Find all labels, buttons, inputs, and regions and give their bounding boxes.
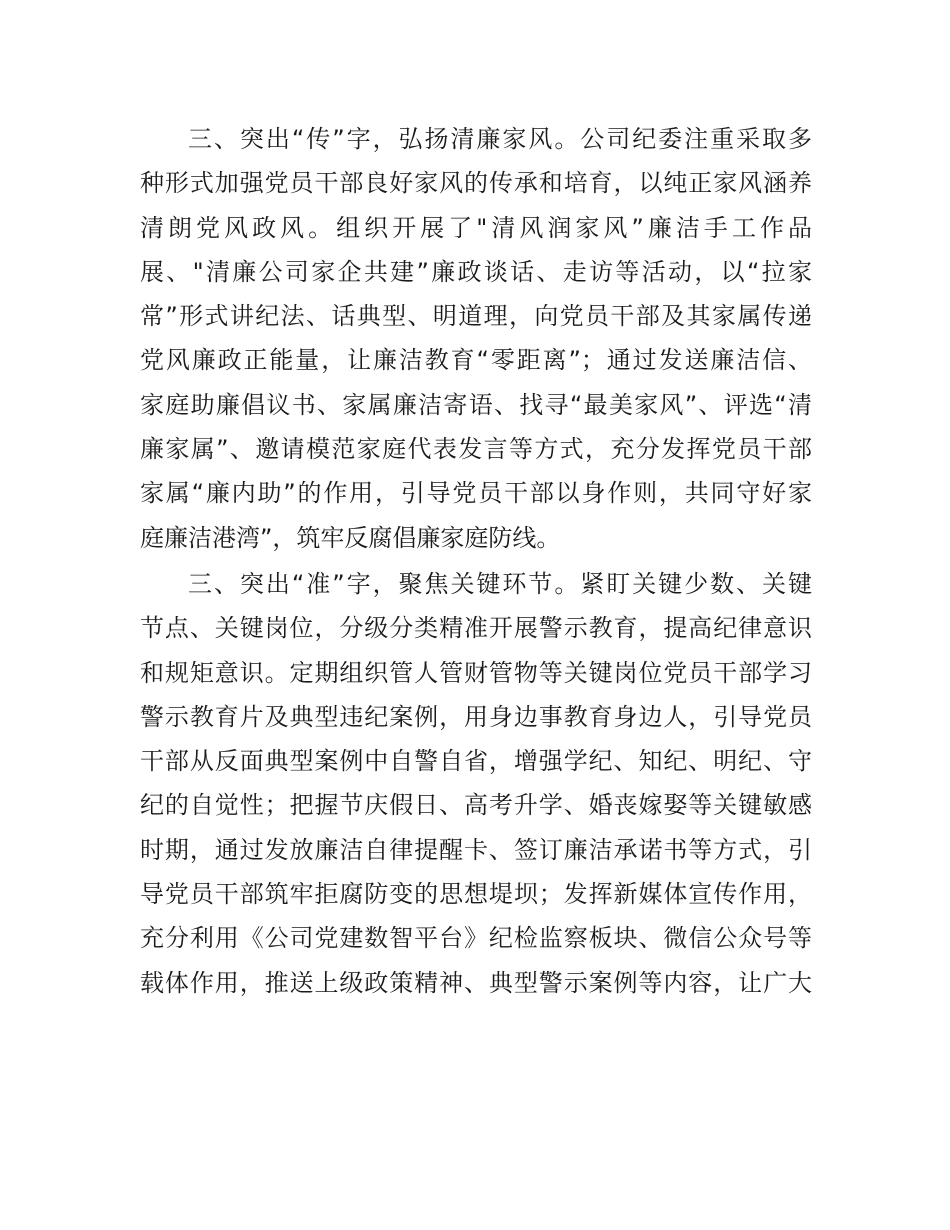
paragraph-line: 载体作用，推送上级政策精神、典型警示案例等内容，让广大 [140, 968, 812, 997]
paragraph-line: 常”形式讲纪法、话典型、明道理，向党员干部及其家属传递 [140, 302, 812, 331]
paragraph-line: 党风廉政正能量，让廉洁教育“零距离”；通过发送廉洁信、 [140, 346, 812, 375]
paragraph-line: 家属“廉内助”的作用，引导党员干部以身作则，共同守好家 [140, 479, 812, 508]
paragraph-line: 充分利用《公司党建数智平台》纪检监察板块、微信公众号等 [140, 924, 812, 953]
paragraph-line: 纪的自觉性；把握节庆假日、高考升学、婚丧嫁娶等关键敏感 [140, 791, 812, 820]
paragraph-line: 节点、关键岗位，分级分类精准开展警示教育，提高纪律意识 [140, 614, 812, 643]
paragraph-line: 家庭助廉倡议书、家属廉洁寄语、找寻“最美家风”、评选“清 [140, 390, 812, 419]
paragraph-line: 种形式加强党员干部良好家风的传承和培育，以纯正家风涵养 [140, 169, 812, 198]
paragraph-line: 庭廉洁港湾”，筑牢反腐倡廉家庭防线。 [140, 523, 561, 552]
paragraph-line: 廉家属”、邀请模范家庭代表发言等方式，充分发挥党员干部 [140, 435, 812, 464]
paragraph-line: 三、突出“传”字，弘扬清廉家风。公司纪委注重采取多 [188, 125, 812, 153]
paragraph-line: 和规矩意识。定期组织管人管财管物等关键岗位党员干部学习 [140, 658, 812, 687]
paragraph-line: 展、"清廉公司家企共建”廉政谈话、走访等活动，以“拉家 [140, 257, 812, 286]
paragraph-key-links [140, 562, 812, 1005]
paragraph-line: 导党员干部筑牢拒腐防变的思想堤坝；发挥新媒体宣传作用， [140, 880, 812, 909]
paragraph-line: 时期，通过发放廉洁自律提醒卡、签订廉洁承诺书等方式，引 [140, 835, 812, 864]
paragraph-line: 三、突出“准”字，聚焦关键环节。紧盯关键少数、关键 [188, 570, 812, 598]
paragraph-family-style [140, 117, 812, 560]
paragraph-line: 清朗党风政风。组织开展了"清风润家风”廉洁手工作品 [140, 213, 812, 242]
paragraph-line: 警示教育片及典型违纪案例，用身边事教育身边人，引导党员 [140, 702, 812, 731]
paragraph-line: 干部从反面典型案例中自警自省，增强学纪、知纪、明纪、守 [140, 747, 812, 776]
